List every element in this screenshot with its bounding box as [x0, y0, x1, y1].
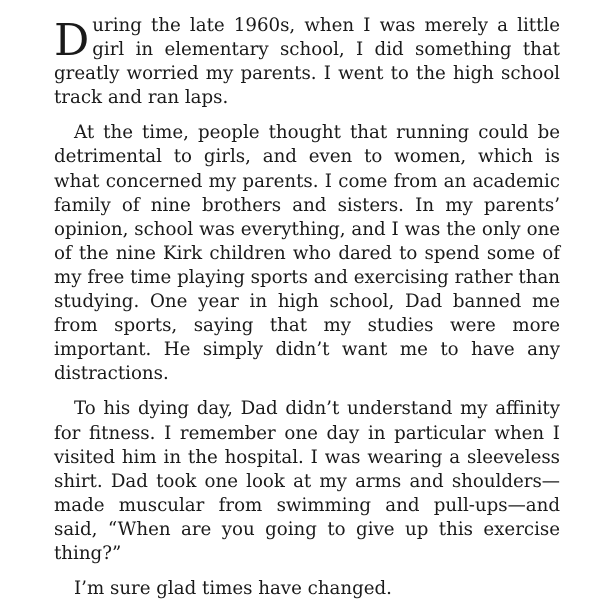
paragraph-4: I’m sure glad times have changed. — [74, 578, 392, 600]
paragraph-3: To his dying day, Dad didn’t understand my affinity for fitness. I remember one day in particular when I visited him in the hospital. I was wearing a sleeveless shirt. Dad took one look at my arms and shoulders—made muscular from swimming and pull-ups—and said, “When are you going to give up this exercise thing?” — [54, 398, 560, 564]
paragraph-1-text: uring the late 1960s, when I was merely a little girl in elementary school, I did something that greatly worried my parents. I went to the high school track and ran laps. — [54, 15, 560, 109]
drop-cap-letter: D — [54, 15, 90, 66]
document-page — [54, 14, 560, 612]
paragraph-2: At the time, people thought that running could be detrimental to girls, and even to women, which is what concerned my parents. I come from an academic family of nine brothers and sisters. In my parents’ opinion, school was everything, and I was the only one of the nine Kirk children who dared to spend some of my free time playing sports and exercising rather than studying. One year in high school, Dad banned me from sports, saying that my studies were more important. He simply didn’t want me to have any distractions. — [54, 122, 560, 385]
paragraph-1 — [54, 14, 560, 110]
